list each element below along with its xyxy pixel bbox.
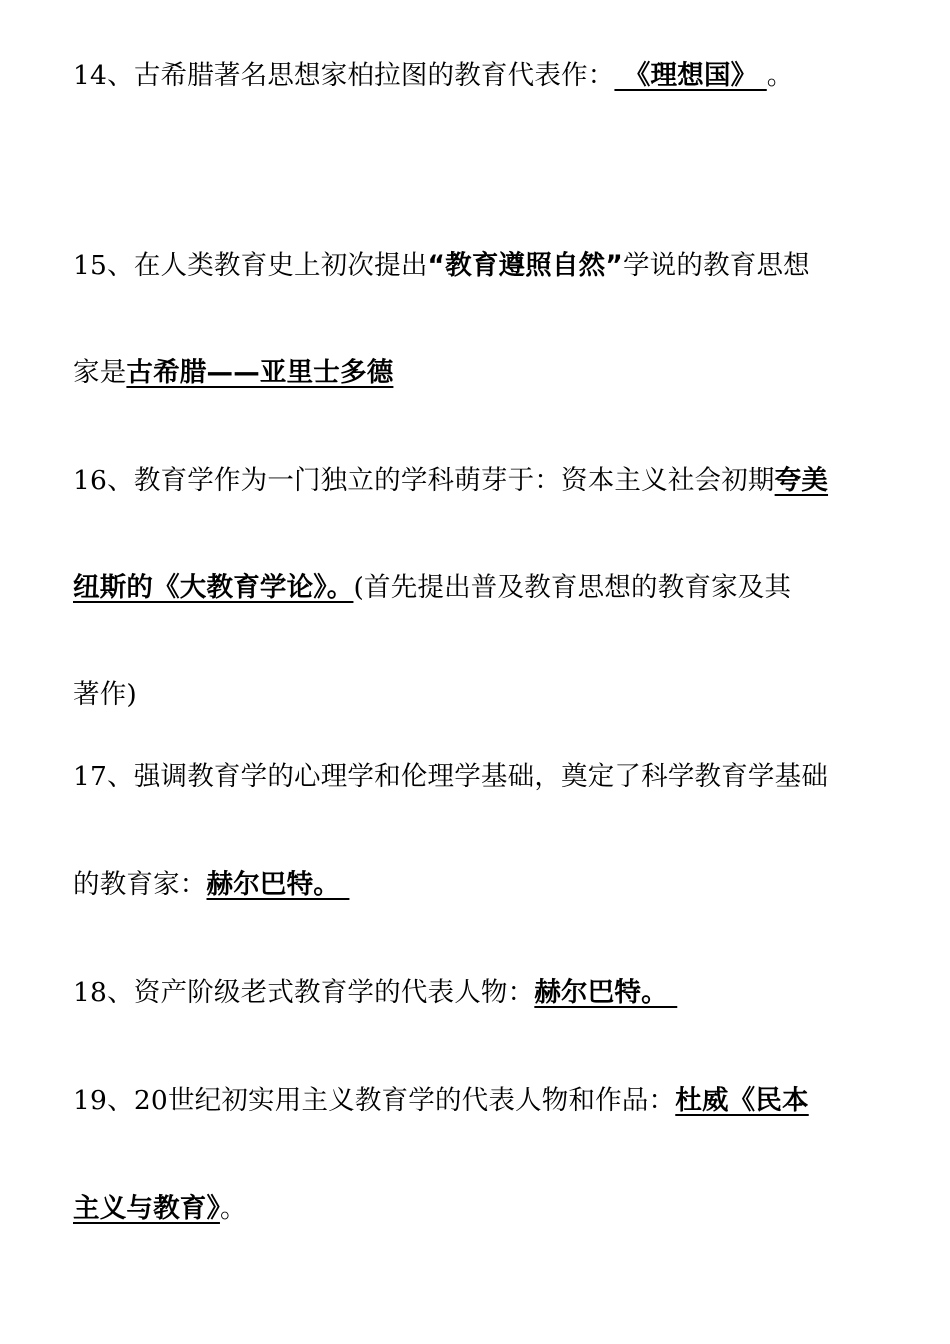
item-16-answer-part-1: 夸美 [774,465,829,496]
item-19-line-2 [73,1191,247,1227]
item-19-end: 。 [219,1193,247,1224]
item-16-line-2 [73,570,791,606]
item-17-question-end: 的教育家： [73,869,207,900]
item-14-line-1 [73,58,793,94]
item-19-question: 19、20世纪初实用主义教育学的代表人物和作品： [73,1085,676,1116]
item-15-quote: “教育遵照自然” [427,250,623,281]
item-19-answer-part-2: 主义与教育》 [73,1193,220,1224]
item-15-question: 15、在人类教育史上初次提出 [73,250,428,281]
item-14-answer: 《理想国》 [614,60,767,91]
item-14-question: 14、古希腊著名思想家柏拉图的教育代表作： [73,60,615,91]
item-16-line-1 [73,463,828,499]
item-15-line-1 [73,248,810,284]
item-19-line-1 [73,1083,809,1119]
item-16-answer-part-2: 纽斯的《大教育学论》。 [73,572,354,603]
item-18-question: 18、资产阶级老式教育学的代表人物： [73,977,535,1008]
item-17-line-2 [73,867,349,903]
item-18-line-1 [73,975,677,1011]
item-17-line-1 [73,759,828,795]
item-15-question-cont: 学说的教育思想 [622,250,810,281]
item-15-line-2 [73,355,393,391]
item-16-note: (首先提出普及教育思想的教育家及其 [353,572,792,603]
item-17-answer: 赫尔巴特。 [206,869,350,900]
item-19-answer-part-1: 杜威《民本 [675,1085,809,1116]
item-18-answer: 赫尔巴特。 [534,977,678,1008]
item-14-end: 。 [766,60,794,91]
item-16-question: 16、教育学作为一门独立的学科萌芽于：资本主义社会初期 [73,465,775,496]
item-16-note-end: 著作) [73,679,137,710]
item-17-question: 17、强调教育学的心理学和伦理学基础，奠定了科学教育学基础 [73,761,829,792]
item-16-line-3 [73,677,137,713]
item-15-answer: 古希腊——亚里士多德 [126,357,394,388]
item-15-question-end: 家是 [73,357,127,388]
